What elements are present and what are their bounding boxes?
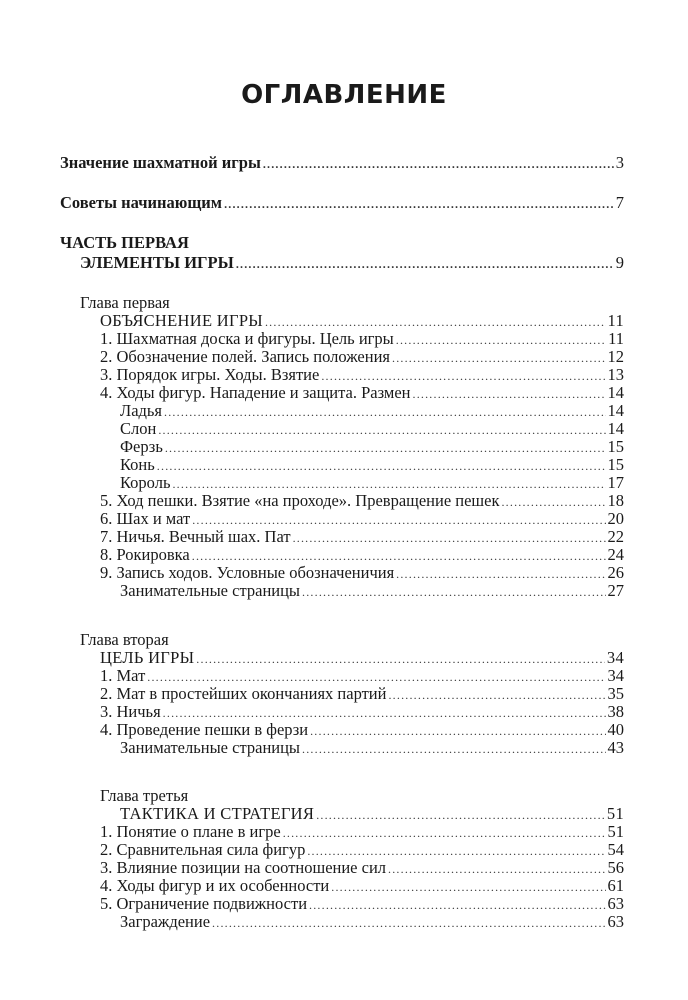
entry-page: 34 [606, 648, 624, 667]
entry-page: 13 [607, 365, 624, 384]
entry-page: 12 [607, 347, 624, 366]
entry-page: 14 [607, 383, 624, 402]
entry-label: ЦЕЛЬ ИГРЫ [100, 648, 195, 667]
entry-page: 18 [607, 491, 624, 510]
entry-label: ТАКТИКА И СТРАТЕГИЯ [120, 804, 315, 823]
entry-label: ОБЪЯСНЕНИЕ ИГРЫ [100, 311, 263, 330]
part-heading: ЧАСТЬ ПЕРВАЯ [60, 233, 189, 252]
entry-label: 8. Рокировка [100, 545, 190, 564]
entry-page: 40 [607, 720, 624, 739]
chapter-label: Глава третья [100, 786, 189, 805]
entry-page: 17 [607, 473, 624, 492]
entry-label: Ладья [120, 401, 163, 420]
entry-label: ЭЛЕМЕНТЫ ИГРЫ [80, 253, 234, 272]
toc-subentry[interactable] [120, 912, 624, 933]
entry-label: 3. Влияние позиции на соотношение сил [100, 858, 387, 877]
toc-entry[interactable] [60, 193, 624, 214]
entry-label: 2. Обозначение полей. Запись положения [100, 347, 390, 366]
dot-leader [302, 582, 605, 602]
dot-leader [263, 154, 614, 174]
entry-page: 43 [607, 738, 624, 757]
entry-page: 15 [607, 455, 624, 474]
entry-label: Король [120, 473, 171, 492]
entry-label: Заграждение [120, 912, 211, 931]
chapter-label: Глава первая [80, 293, 170, 312]
entry-page: 35 [607, 684, 624, 703]
entry-label: 1. Мат [100, 666, 146, 685]
entry-label: 3. Ничья [100, 702, 161, 721]
entry-label: 2. Мат в простейших окончаниях партий [100, 684, 387, 703]
entry-page: 15 [607, 437, 624, 456]
entry-page: 3 [615, 153, 624, 172]
entry-page: 22 [607, 527, 624, 546]
entry-label: 4. Проведение пешки в ферзи [100, 720, 309, 739]
dot-leader [302, 739, 605, 759]
entry-label: Ферзь [120, 437, 163, 456]
entry-label: Советы начинающим [60, 193, 223, 212]
entry-page: 11 [607, 311, 624, 330]
entry-label: 6. Шах и мат [100, 509, 191, 528]
entry-label: 4. Ходы фигур. Нападение и защита. Размен [100, 383, 411, 402]
entry-page: 14 [607, 401, 624, 420]
entry-page: 56 [607, 858, 624, 877]
entry-label: 1. Шахматная доска и фигуры. Цель игры [100, 329, 394, 348]
entry-label: 1. Понятие о плане в игре [100, 822, 281, 841]
chapter-label: Глава вторая [80, 630, 169, 649]
dot-leader [236, 254, 614, 274]
entry-label: 5. Ход пешки. Взятие «на проходе». Превращение пешек [100, 491, 500, 510]
entry-page: 51 [606, 804, 624, 823]
entry-page: 51 [607, 822, 624, 841]
entry-page: 63 [607, 894, 624, 913]
dot-leader [224, 194, 614, 214]
entry-page: 63 [607, 912, 624, 931]
entry-label: 3. Порядок игры. Ходы. Взятие [100, 365, 320, 384]
entry-page: 20 [607, 509, 624, 528]
entry-label: 9. Запись ходов. Условные обозначеничия [100, 563, 395, 582]
toc-title: ОГЛАВЛЕНИЕ [241, 80, 447, 110]
entry-label: Конь [120, 455, 155, 474]
entry-page: 14 [607, 419, 624, 438]
entry-page: 27 [607, 581, 624, 600]
entry-label: 4. Ходы фигур и их особенности [100, 876, 330, 895]
entry-label: Слон [120, 419, 157, 438]
entry-label: Значение шахматной игры [60, 153, 261, 172]
entry-label: 5. Ограничение подвижности [100, 894, 308, 913]
entry-page: 54 [607, 840, 624, 859]
entry-page: 26 [607, 563, 624, 582]
entry-label: 7. Ничья. Вечный шах. Пат [100, 527, 291, 546]
entry-page: 7 [615, 193, 624, 212]
entry-page: 38 [607, 702, 624, 721]
toc-subentry[interactable] [120, 738, 624, 759]
toc-entry[interactable] [60, 153, 624, 174]
entry-page: 61 [607, 876, 624, 895]
part-title-entry[interactable] [80, 253, 624, 274]
entry-page: 11 [608, 329, 624, 348]
entry-page: 9 [615, 253, 624, 272]
entry-page: 24 [607, 545, 624, 564]
dot-leader [212, 913, 605, 933]
entry-label: Занимательные страницы [120, 581, 301, 600]
entry-page: 34 [607, 666, 624, 685]
entry-label: Занимательные страницы [120, 738, 301, 757]
entry-label: 2. Сравнительная сила фигур [100, 840, 306, 859]
toc-subentry[interactable] [120, 581, 624, 602]
